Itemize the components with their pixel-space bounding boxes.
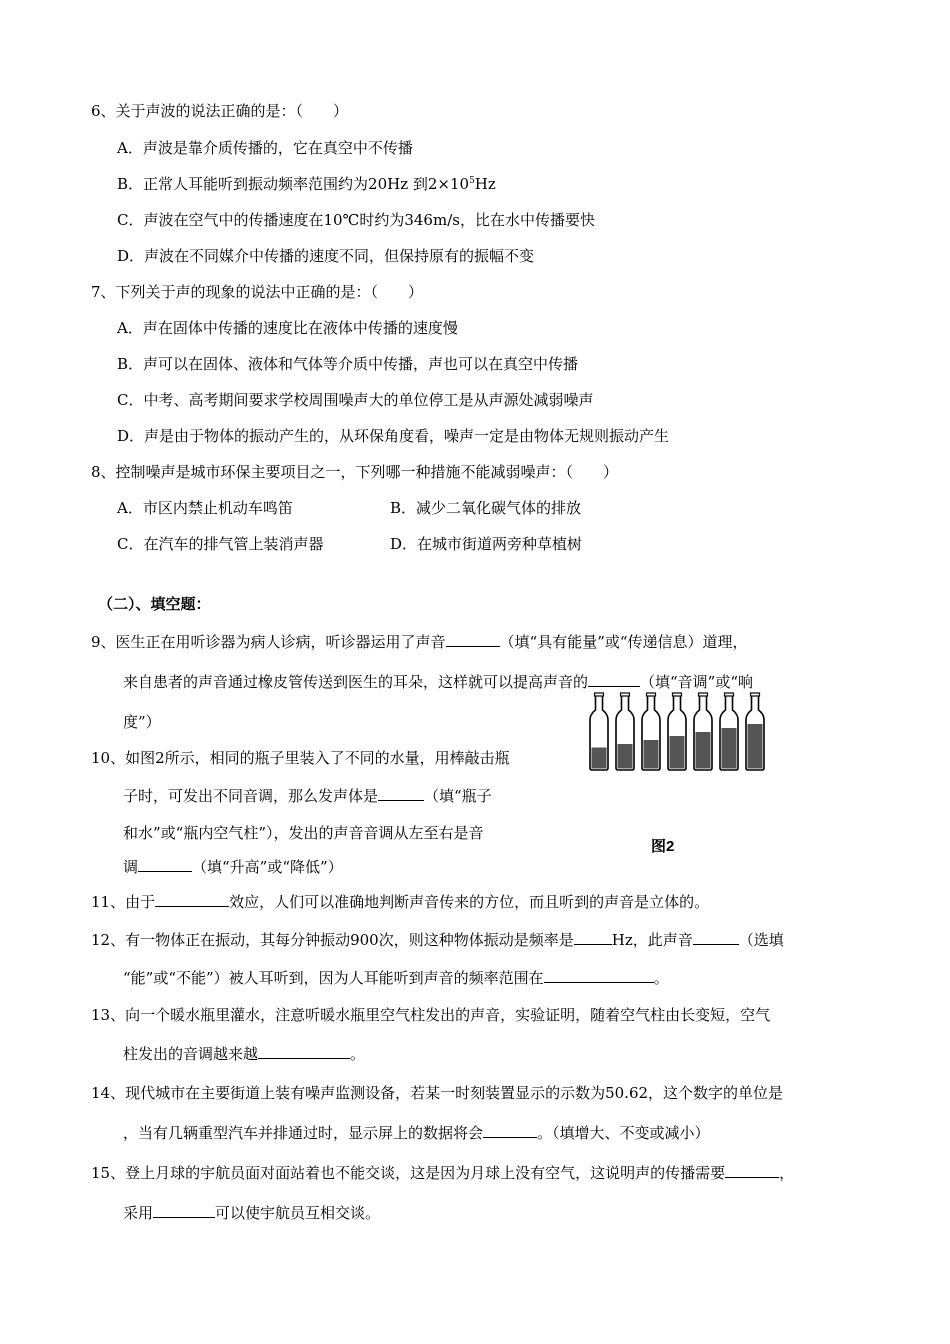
q15-text-1a: 15、登上月球的宇航员面对面站着也不能交谈，这是因为月球上没有空气，这说明声的传播需要 <box>91 1164 726 1182</box>
q14-text-2b: 。（填增大、不变或减小） <box>537 1124 710 1142</box>
q12-text-1b: Hz，此声音 <box>611 931 693 949</box>
q8-option-a: A．市区内禁止机动车鸣笛 <box>117 499 293 517</box>
q11-text-a: 11、由于 <box>91 893 156 911</box>
bottle-7 <box>746 693 764 770</box>
bottle-water-2 <box>618 744 633 769</box>
q15-text-2a: 采用 <box>123 1204 154 1222</box>
q9-blank-1[interactable] <box>446 632 500 647</box>
q9-blank-2[interactable] <box>588 672 640 687</box>
bottles-drawing <box>585 690 765 774</box>
q10-blank-1[interactable] <box>378 786 424 801</box>
q10-blank-2[interactable] <box>138 857 192 872</box>
figure-bottles <box>585 690 765 778</box>
q11-blank[interactable] <box>155 892 229 907</box>
q7-option-d: D．声是由于物体的振动产生的，从环保角度看，噪声一定是由物体无规则振动产生 <box>117 427 670 445</box>
q10-text-2b: （填“瓶子 <box>424 787 492 805</box>
q15-line-1 <box>91 1163 794 1183</box>
bottle-water-5 <box>696 732 711 769</box>
bottle-4 <box>668 693 686 770</box>
bottle-lip-5 <box>699 693 708 696</box>
q9-line-3: 度”） <box>123 713 161 731</box>
q15-line-2 <box>123 1203 380 1223</box>
q8-option-d: D．在城市街道两旁种草植树 <box>390 535 583 553</box>
bottle-lip-4 <box>673 693 682 696</box>
bottle-water-6 <box>722 728 737 769</box>
q15-blank-2[interactable] <box>153 1203 215 1218</box>
bottle-3 <box>642 693 660 770</box>
section-heading-fill-in: （二）、填空题： <box>98 596 211 613</box>
q7-option-a: A．声在固体中传播的速度比在液体中传播的速度慢 <box>117 319 458 337</box>
q8-stem: 8、控制噪声是城市环保主要项目之一，下列哪一种措施不能减弱噪声：（ ） <box>91 463 619 481</box>
q8-option-c: C．在汽车的排气管上装消声器 <box>117 535 324 553</box>
q9-text-1b: （填“具有能量”或“传递信息）道理， <box>499 633 748 651</box>
q12-blank-2[interactable] <box>693 930 739 945</box>
q9-line-1 <box>91 632 748 652</box>
q11-line <box>91 892 709 912</box>
q9-text-2a: 来自患者的声音通过橡皮管传送到医生的耳朵，这样就可以提高声音的 <box>123 673 589 691</box>
bottle-lip-7 <box>751 693 760 696</box>
q6-option-b-unit: Hz <box>474 175 496 193</box>
bottle-lip-2 <box>621 693 630 696</box>
q9-text-2b: （填“音调”或“响 <box>640 673 754 691</box>
q10-text-2a: 子时，可发出不同音调，那么发声体是 <box>123 787 379 805</box>
q13-blank[interactable] <box>258 1044 350 1059</box>
q12-line-1 <box>91 930 784 950</box>
q6-option-b-exponent: 5 <box>469 176 475 186</box>
q6-option-a: A．声波是靠介质传播的，它在真空中不传播 <box>117 139 413 157</box>
q12-text-1a: 12、有一物体正在振动，其每分钟振动900次，则这种物体振动是频率是 <box>91 931 574 949</box>
q14-text-2a: ，当有几辆重型汽车并排通过时，显示屏上的数据将会 <box>123 1124 484 1142</box>
q6-option-d: D．声波在不同媒介中传播的速度不同，但保持原有的振幅不变 <box>117 247 535 265</box>
q8-option-b: B．减少二氧化碳气体的排放 <box>390 499 582 517</box>
q12-blank-3[interactable] <box>544 968 654 983</box>
q12-blank-1[interactable] <box>574 930 612 945</box>
q6-option-b <box>117 174 496 194</box>
q7-option-c: C．中考、高考期间要求学校周围噪声大的单位停工是从声源处减弱噪声 <box>117 391 594 409</box>
q14-line-2 <box>123 1123 710 1143</box>
q6-option-b-text: B．正常人耳能听到振动频率范围约为20Hz 到2×10 <box>117 175 470 193</box>
bottle-6 <box>720 693 738 770</box>
q6-stem: 6、关于声波的说法正确的是：（ ） <box>91 102 349 120</box>
q11-text-b: 效应，人们可以准确地判断声音传来的方位，而且听到的声音是立体的。 <box>229 893 710 911</box>
q10-text-4a: 调 <box>123 858 139 876</box>
q12-text-1c: （选填 <box>738 931 784 949</box>
q14-blank[interactable] <box>483 1123 537 1138</box>
figure-caption: 图2 <box>651 838 675 855</box>
q10-line-1: 10、如图2所示，相同的瓶子里装入了不同的水量，用棒敲击瓶 <box>91 749 510 767</box>
q13-line-1: 13、向一个暖水瓶里灌水，注意听暖水瓶里空气柱发出的声音，实验证明，随着空气柱由长变短，空气 <box>91 1006 771 1024</box>
q7-stem: 7、下列关于声的现象的说法中正确的是：（ ） <box>91 283 424 301</box>
q14-line-1: 14、现代城市在主要街道上装有噪声监测设备，若某一时刻装置显示的示数为50.62，这个数字的单位是 <box>91 1084 784 1102</box>
bottle-water-7 <box>748 724 763 769</box>
q13-line-2 <box>123 1044 365 1064</box>
q6-option-c: C．声波在空气中的传播速度在10℃时约为346m/s，比在水中传播要快 <box>117 211 595 229</box>
q15-text-2b: 可以使宇航员互相交谈。 <box>215 1204 381 1222</box>
q10-line-2 <box>123 786 492 806</box>
bottle-2 <box>616 693 634 770</box>
bottle-water-1 <box>592 748 607 769</box>
bottle-5 <box>694 693 712 770</box>
bottle-lip-1 <box>595 693 604 696</box>
bottle-water-4 <box>670 736 685 769</box>
q13-text-2a: 柱发出的音调越来越 <box>123 1045 259 1063</box>
bottle-1 <box>590 693 608 770</box>
q15-text-1b: ， <box>779 1164 795 1182</box>
q9-line-2 <box>123 672 753 692</box>
q15-blank-1[interactable] <box>725 1163 779 1178</box>
q13-text-2b: 。 <box>350 1045 366 1063</box>
q10-line-4 <box>123 857 343 877</box>
q10-line-3: 和水”或“瓶内空气柱”），发出的声音音调从左至右是音 <box>123 824 484 842</box>
q10-text-4b: （填“升高”或“降低”） <box>192 858 343 876</box>
q9-text-1a: 9、医生正在用听诊器为病人诊病，听诊器运用了声音 <box>91 633 446 651</box>
q12-line-2 <box>123 968 669 988</box>
bottle-lip-3 <box>647 693 656 696</box>
bottle-lip-6 <box>725 693 734 696</box>
q12-text-2a: “能”或“不能”）被人耳听到，因为人耳能听到声音的频率范围在 <box>123 969 544 987</box>
bottle-water-3 <box>644 740 659 769</box>
q7-option-b: B．声可以在固体、液体和气体等介质中传播，声也可以在真空中传播 <box>117 355 579 373</box>
q12-text-2b: 。 <box>653 969 669 987</box>
